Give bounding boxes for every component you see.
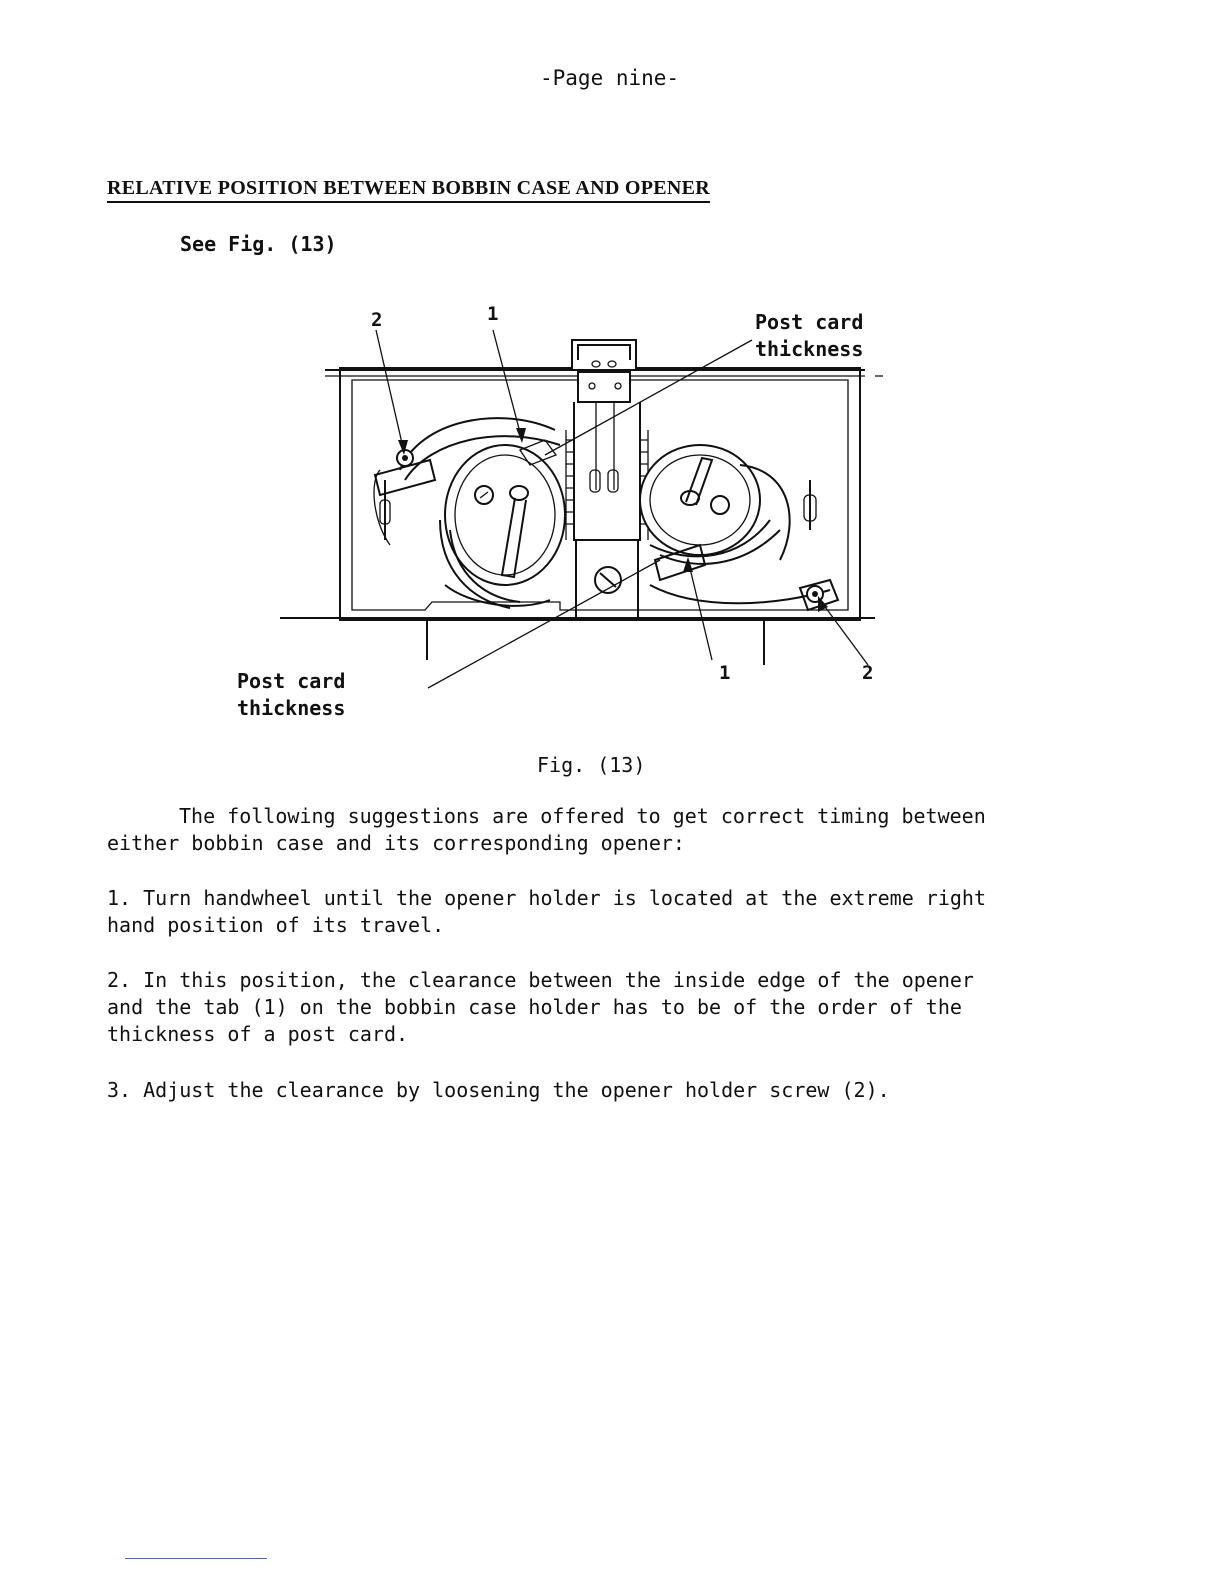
step-3-paragraph: 3. Adjust the clearance by loosening the opener holder screw (2). (107, 1078, 890, 1102)
post-card-thickness-label-bottom: Post card thickness (237, 669, 346, 720)
callout-tab-1-bottom: 1 (719, 662, 731, 684)
figure-reference: See Fig. (13) (180, 232, 337, 256)
intro-paragraph: The following suggestions are offered to get correct timing between either bobbin case and its corresponding opener: (107, 804, 986, 855)
figure-caption: Fig. (13) (537, 753, 646, 777)
step-1-paragraph: 1. Turn handwheel until the opener holder is located at the extreme right hand position of its travel. (107, 886, 986, 937)
bobbin-case-opener-illustration (0, 0, 1224, 700)
callout-tab-1-top: 1 (487, 303, 499, 325)
section-heading: RELATIVE POSITION BETWEEN BOBBIN CASE AND OPENER (107, 177, 710, 203)
footnote-rule (125, 1558, 267, 1559)
page-number: -Page nine- (540, 66, 680, 90)
post-card-thickness-label-top: Post card thickness (755, 310, 864, 361)
callout-screw-2-bottom: 2 (862, 662, 874, 684)
callout-screw-2-top: 2 (371, 309, 383, 331)
step-2-paragraph: 2. In this position, the clearance between the inside edge of the opener and the tab (1) on the bobbin case holder has to be of the order of the thickness of a post card. (107, 968, 974, 1046)
